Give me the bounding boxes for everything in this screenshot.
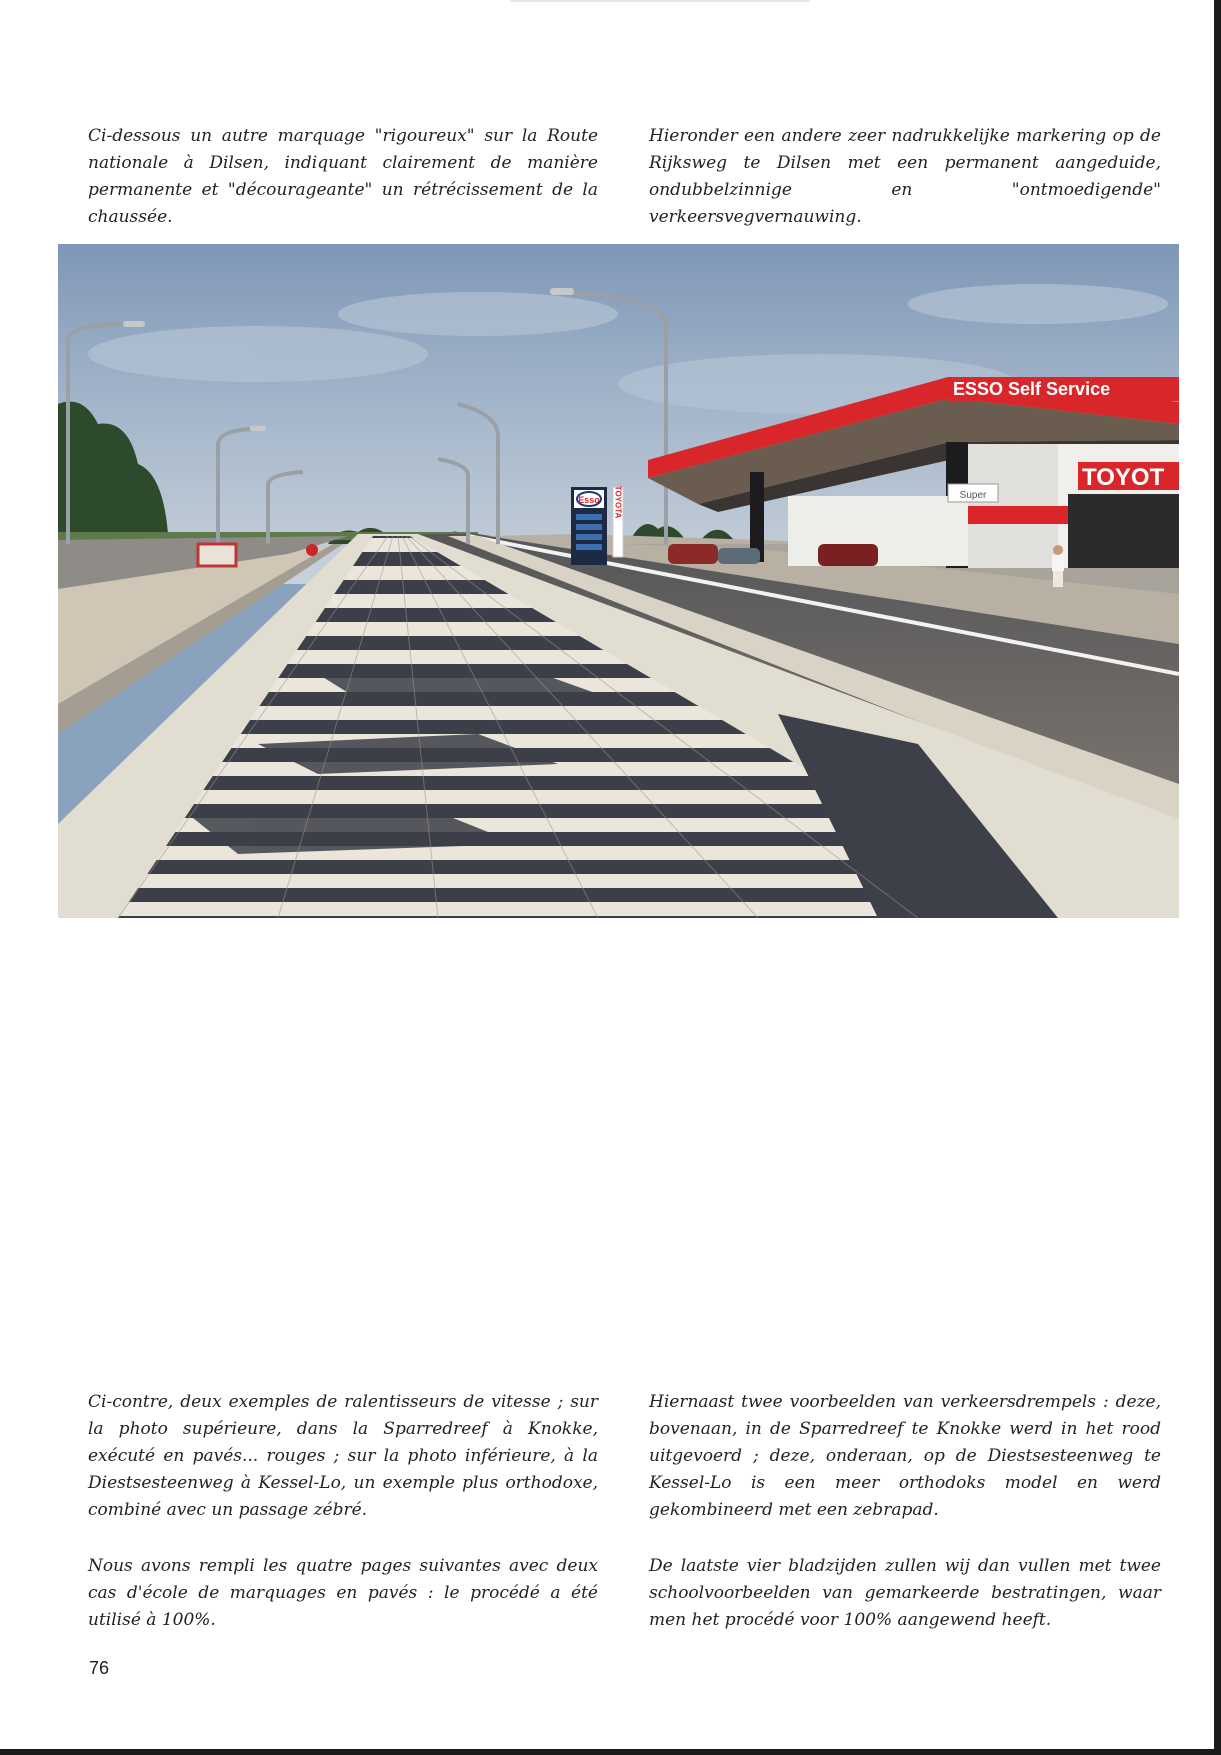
scan-shadow xyxy=(510,0,810,2)
toyota-vertical-sign: TOYOTA xyxy=(613,485,623,519)
svg-text:Super: Super xyxy=(959,490,987,501)
page-number: 76 xyxy=(89,1658,110,1678)
caption-next-pages-french: Nous avons rempli les quatre pages suivantes avec deux cas d'école de marquages en pavés : le procédé a été utilisé à 100%. xyxy=(88,1556,598,1630)
caption-top-french: Ci-dessous un autre marquage "rigoureux" sur la Route nationale à Dilsen, indiquant clairement de manière permanente et "décourageante" un rétrécissement de la chaussée. xyxy=(88,126,598,227)
svg-text:ESSO Self Service: ESSO Self Service xyxy=(953,379,1111,399)
road-photo xyxy=(58,244,1179,918)
caption-next-pages-dutch: De laatste vier bladzijden zullen wij dan vullen met twee schoolvoorbeelden van gemarkeerde bestratingen, waar men het procédé voor 100% aangewend heeft. xyxy=(649,1556,1161,1630)
road-photo-illustration xyxy=(58,244,1179,918)
svg-text:TOYOT: TOYOT xyxy=(1082,464,1165,491)
svg-text:Esso: Esso xyxy=(578,495,600,505)
caption-top-dutch: Hieronder een andere zeer nadrukkelijke markering op de Rijksweg te Dilsen met een permanent aangeduide, ondubbelzinnige en "ontmoedigende" verkeersvegvernauwing. xyxy=(649,126,1161,227)
caption-speed-bumps-french: Ci-contre, deux exemples de ralentisseurs de vitesse ; sur la photo supérieure, dans la Sparredreef à Knokke, exécuté en pavés... rouges ; sur la photo inférieure, à la Diestsesteenweg à Kessel-Lo, un exemple plus orthodoxe, combiné avec un passage zébré. xyxy=(88,1392,598,1520)
page-border-right xyxy=(1214,0,1221,1755)
page-border-bottom xyxy=(0,1749,1221,1755)
stop-sign xyxy=(306,544,318,556)
billboard xyxy=(198,544,236,566)
caption-speed-bumps-dutch: Hiernaast twee voorbeelden van verkeersdrempels : deze, bovenaan, in de Sparredreef te Knokke werd in het rood uitgevoerd ; deze, onderaan, op de Diestsesteenweg te Kessel-Lo is een meer orthodoks model en werd gekombineerd met een zebrapad. xyxy=(649,1392,1161,1520)
esso-pylon xyxy=(571,486,623,565)
pedestrian xyxy=(1052,545,1064,587)
